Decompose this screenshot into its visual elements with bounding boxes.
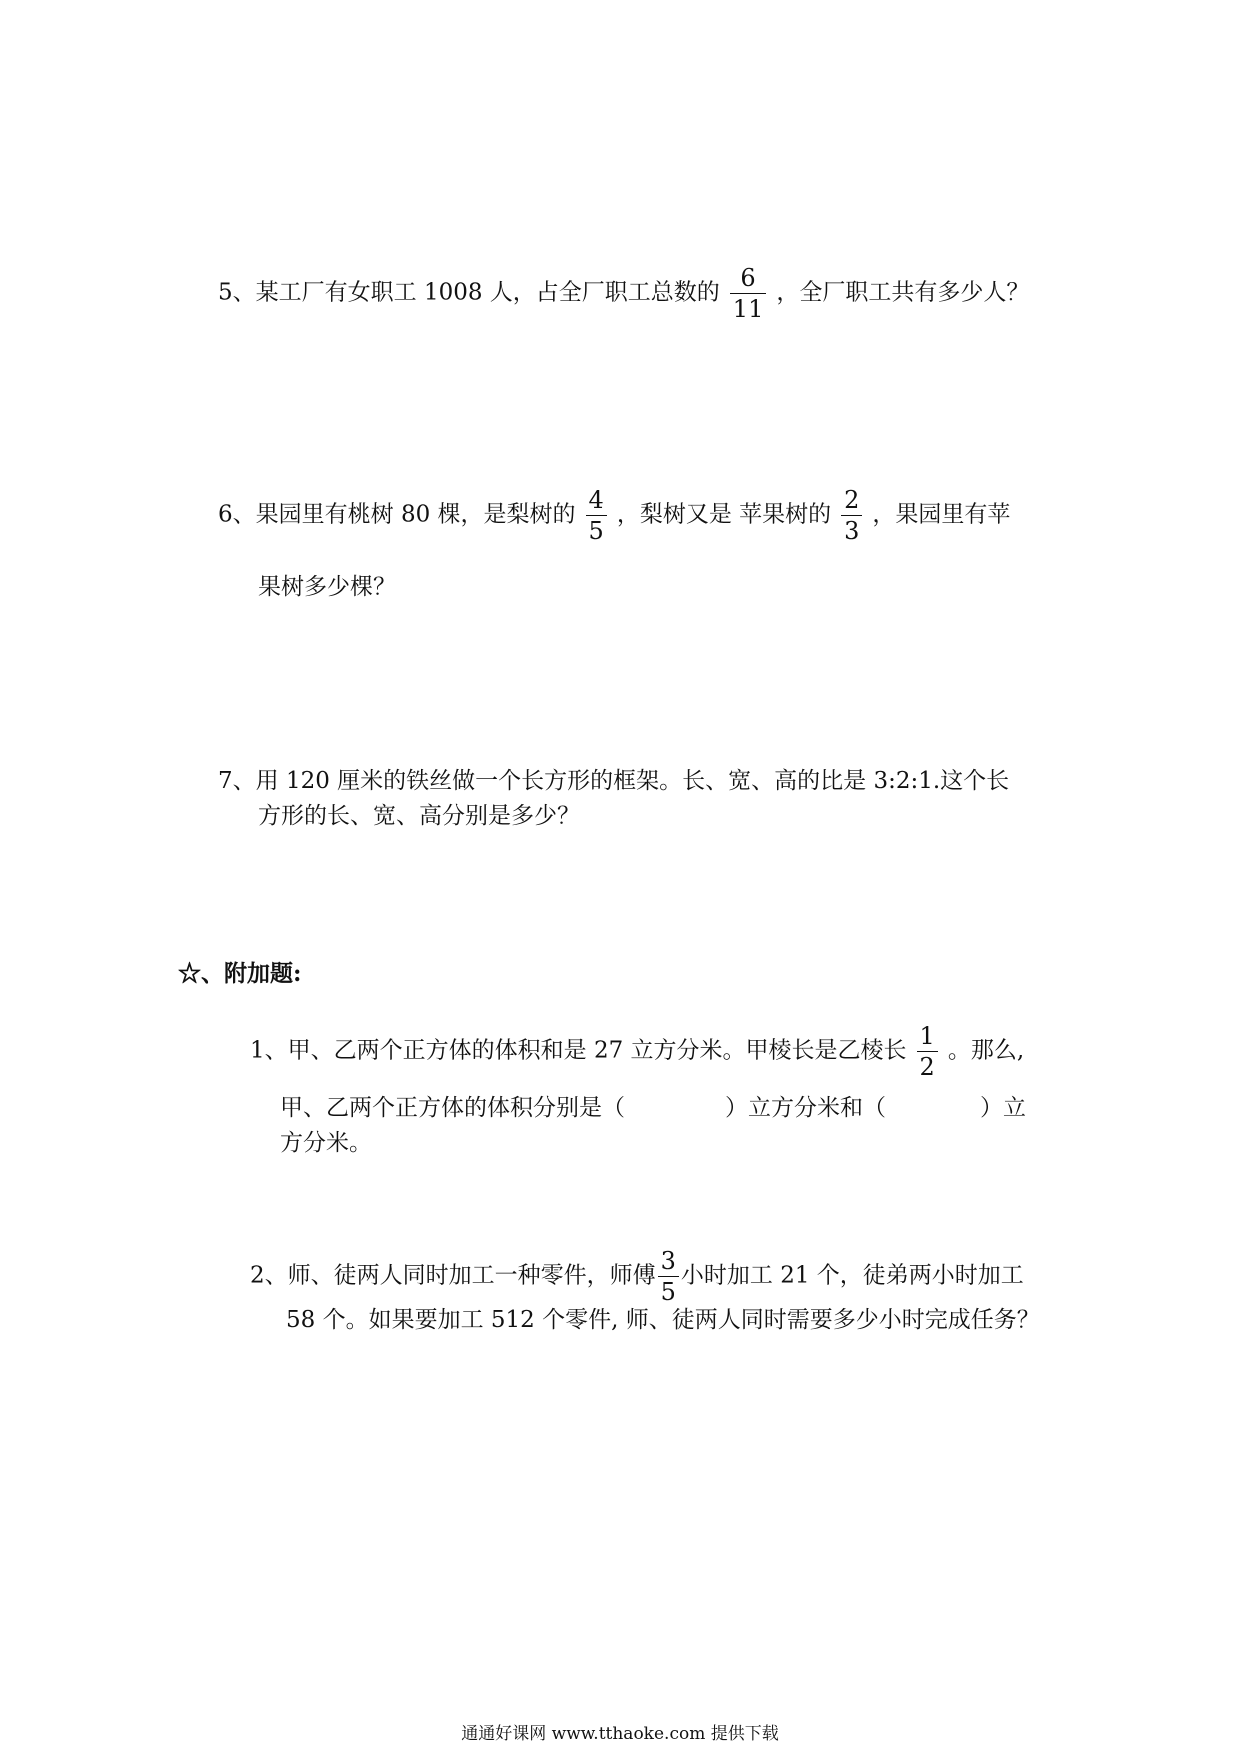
fraction-2-3: [841, 488, 862, 543]
fraction-denominator: 5: [588, 517, 604, 545]
fraction-4-5: [586, 488, 607, 543]
q6-text-a: 6、果园里有桃树 80 棵，是梨树的: [218, 501, 576, 528]
question-6-line-2: 果树多少棵？: [258, 574, 396, 600]
fraction-numerator: 3: [658, 1249, 679, 1277]
fraction-numerator: 6: [730, 266, 767, 294]
question-7-line-1: 7、用 120 厘米的铁丝做一个长方形的框架。长、宽、高的比是 3:2:1.这个长: [218, 768, 1010, 794]
fraction-numerator: 1: [917, 1024, 938, 1052]
extra-question-1-line-3: 方分米。: [280, 1130, 372, 1156]
e1-line2-b: ）立方分米和（: [725, 1095, 886, 1121]
question-7-line-2: 方形的长、宽、高分别是多少？: [258, 803, 580, 829]
e2-text-b: 小时加工 21 个，徒弟两小时加工: [680, 1262, 1024, 1289]
fraction-6-11: [730, 266, 767, 321]
question-5: [218, 266, 1029, 321]
e1-line2-c: ）立: [980, 1095, 1026, 1121]
fraction-3-5: [658, 1249, 679, 1304]
q5-text-b: ，全厂职工共有多少人？: [776, 279, 1030, 306]
e1-text-a: 1、甲、乙两个正方体的体积和是 27 立方分米。甲棱长是乙棱长: [250, 1037, 907, 1064]
fraction-numerator: 4: [586, 488, 607, 516]
q6-text-c: ，果园里有苹: [872, 501, 1011, 528]
e1-text-b: 。那么,: [947, 1037, 1025, 1064]
extra-heading: ☆、附加题:: [178, 960, 302, 987]
extra-question-1-line-2: [280, 1097, 1026, 1120]
fraction-denominator: 2: [919, 1053, 935, 1081]
extra-question-2-line-2: 58 个。如果要加工 512 个零件, 师、徒两人同时需要多少小时完成任务？: [286, 1307, 1040, 1333]
fraction-numerator: 2: [841, 488, 862, 516]
fraction-denominator: 3: [844, 517, 860, 545]
q6-text-b: ，梨树又是 苹果树的: [616, 501, 832, 528]
extra-question-1-line-1: [250, 1024, 1024, 1079]
fraction-1-2: [917, 1024, 938, 1079]
fraction-denominator: 5: [660, 1278, 676, 1306]
e1-line2-a: 甲、乙两个正方体的体积分别是（: [280, 1095, 625, 1121]
page-footer: 通通好课网 www.tthaoke.com 提供下载: [461, 1724, 779, 1744]
question-6-line-1: [218, 488, 1010, 543]
e2-text-a: 2、师、徒两人同时加工一种零件，师傅: [250, 1262, 656, 1289]
fraction-denominator: 11: [732, 295, 764, 323]
extra-question-2-line-1: [250, 1249, 1024, 1304]
q5-text-a: 5、某工厂有女职工 1008 人，占全厂职工总数的: [218, 279, 720, 306]
